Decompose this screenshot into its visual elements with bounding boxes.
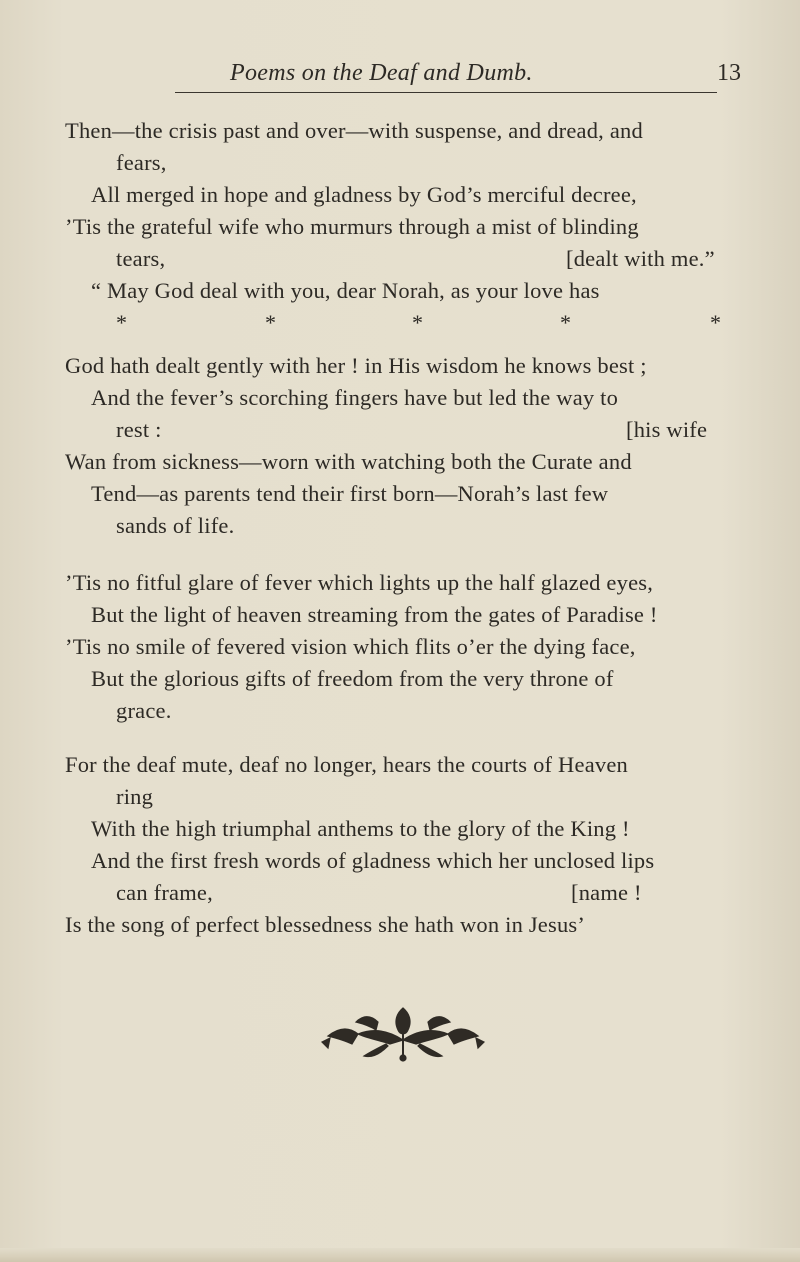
verse-line: All merged in hope and gladness by God’s merciful decree, — [91, 182, 637, 207]
verse-line: God hath dealt gently with her ! in His wisdom he knows best ; — [65, 353, 647, 378]
verse-line: For the deaf mute, deaf no longer, hears the courts of Heaven — [65, 752, 628, 777]
verse-line: And the fever’s scorching fingers have but led the way to — [91, 385, 619, 410]
verse-line: With the high triumphal anthems to the glory of the King ! — [91, 816, 630, 841]
star-icon: * — [560, 310, 571, 335]
page-number: 13 — [717, 60, 741, 86]
verse-line: Tend—as parents tend their first born—Norah’s last few — [91, 481, 609, 506]
page-bottom-edge — [0, 1248, 800, 1262]
verse-line: tears, — [116, 246, 166, 271]
section-break-stars — [100, 310, 720, 340]
star-icon: * — [265, 310, 276, 335]
verse-line: grace. — [116, 698, 172, 723]
header-rule — [175, 92, 717, 93]
verse-line: ’Tis no fitful glare of fever which lights up the half glazed eyes, — [65, 570, 654, 595]
verse-line-turnover: [dealt with me.” — [566, 246, 715, 271]
star-icon: * — [116, 310, 127, 335]
star-icon: * — [412, 310, 423, 335]
verse-line-turnover: [his wife — [626, 417, 708, 442]
verse-line: Wan from sickness—worn with watching both the Curate and — [65, 449, 632, 474]
verse-line: But the light of heaven streaming from the gates of Paradise ! — [91, 602, 658, 627]
verse-line: ’Tis the grateful wife who murmurs through a mist of blinding — [65, 214, 639, 239]
verse-line: But the glorious gifts of freedom from the very throne of — [91, 666, 614, 691]
verse-line-turnover: [name ! — [571, 880, 642, 905]
verse-line: sands of life. — [116, 513, 235, 538]
running-title: Poems on the Deaf and Dumb. — [230, 60, 533, 86]
verse-line: rest : — [116, 417, 162, 442]
verse-line: And the first fresh words of gladness which her unclosed lips — [91, 848, 655, 873]
verse-line: can frame, — [116, 880, 213, 905]
verse-line: Then—the crisis past and over—with suspense, and dread, and — [65, 118, 643, 143]
verse-line: Is the song of perfect blessedness she hath won in Jesus’ — [65, 912, 586, 937]
verse-line: fears, — [116, 150, 167, 175]
star-icon: * — [710, 310, 721, 335]
verse-line: ’Tis no smile of fevered vision which flits o’er the dying face, — [65, 634, 636, 659]
floral-tailpiece-icon — [318, 1000, 488, 1065]
verse-line: “ May God deal with you, dear Norah, as your love has — [91, 278, 600, 303]
verse-line: ring — [116, 784, 154, 809]
running-header — [0, 60, 800, 100]
